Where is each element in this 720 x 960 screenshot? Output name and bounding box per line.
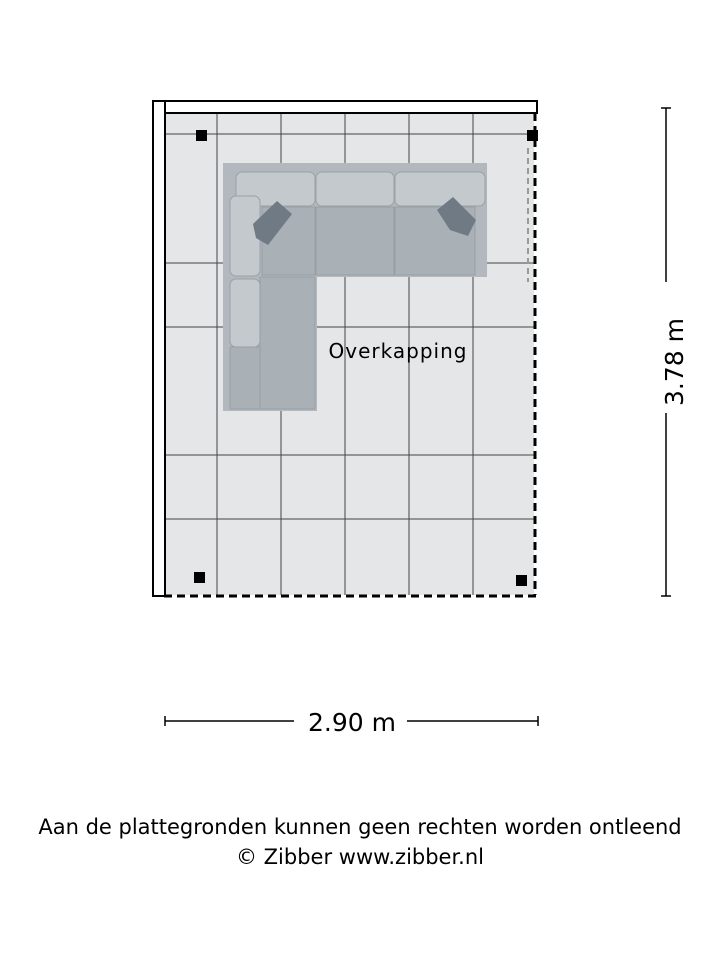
- post-top-left: [196, 130, 207, 141]
- width-dimension-label: 2.90 m: [308, 708, 396, 737]
- disclaimer-text: Aan de plattegronden kunnen geen rechten worden ontleend: [38, 815, 682, 839]
- copyright-text: © Zibber www.zibber.nl: [235, 845, 485, 869]
- post-bottom-left: [194, 572, 205, 583]
- post-top-right: [527, 130, 538, 141]
- post-bottom-right: [516, 575, 527, 586]
- wall-top: [163, 101, 537, 113]
- wall-left: [153, 101, 165, 596]
- height-dimension-label: 3.78 m: [660, 318, 689, 406]
- room-label: Overkapping: [328, 339, 468, 363]
